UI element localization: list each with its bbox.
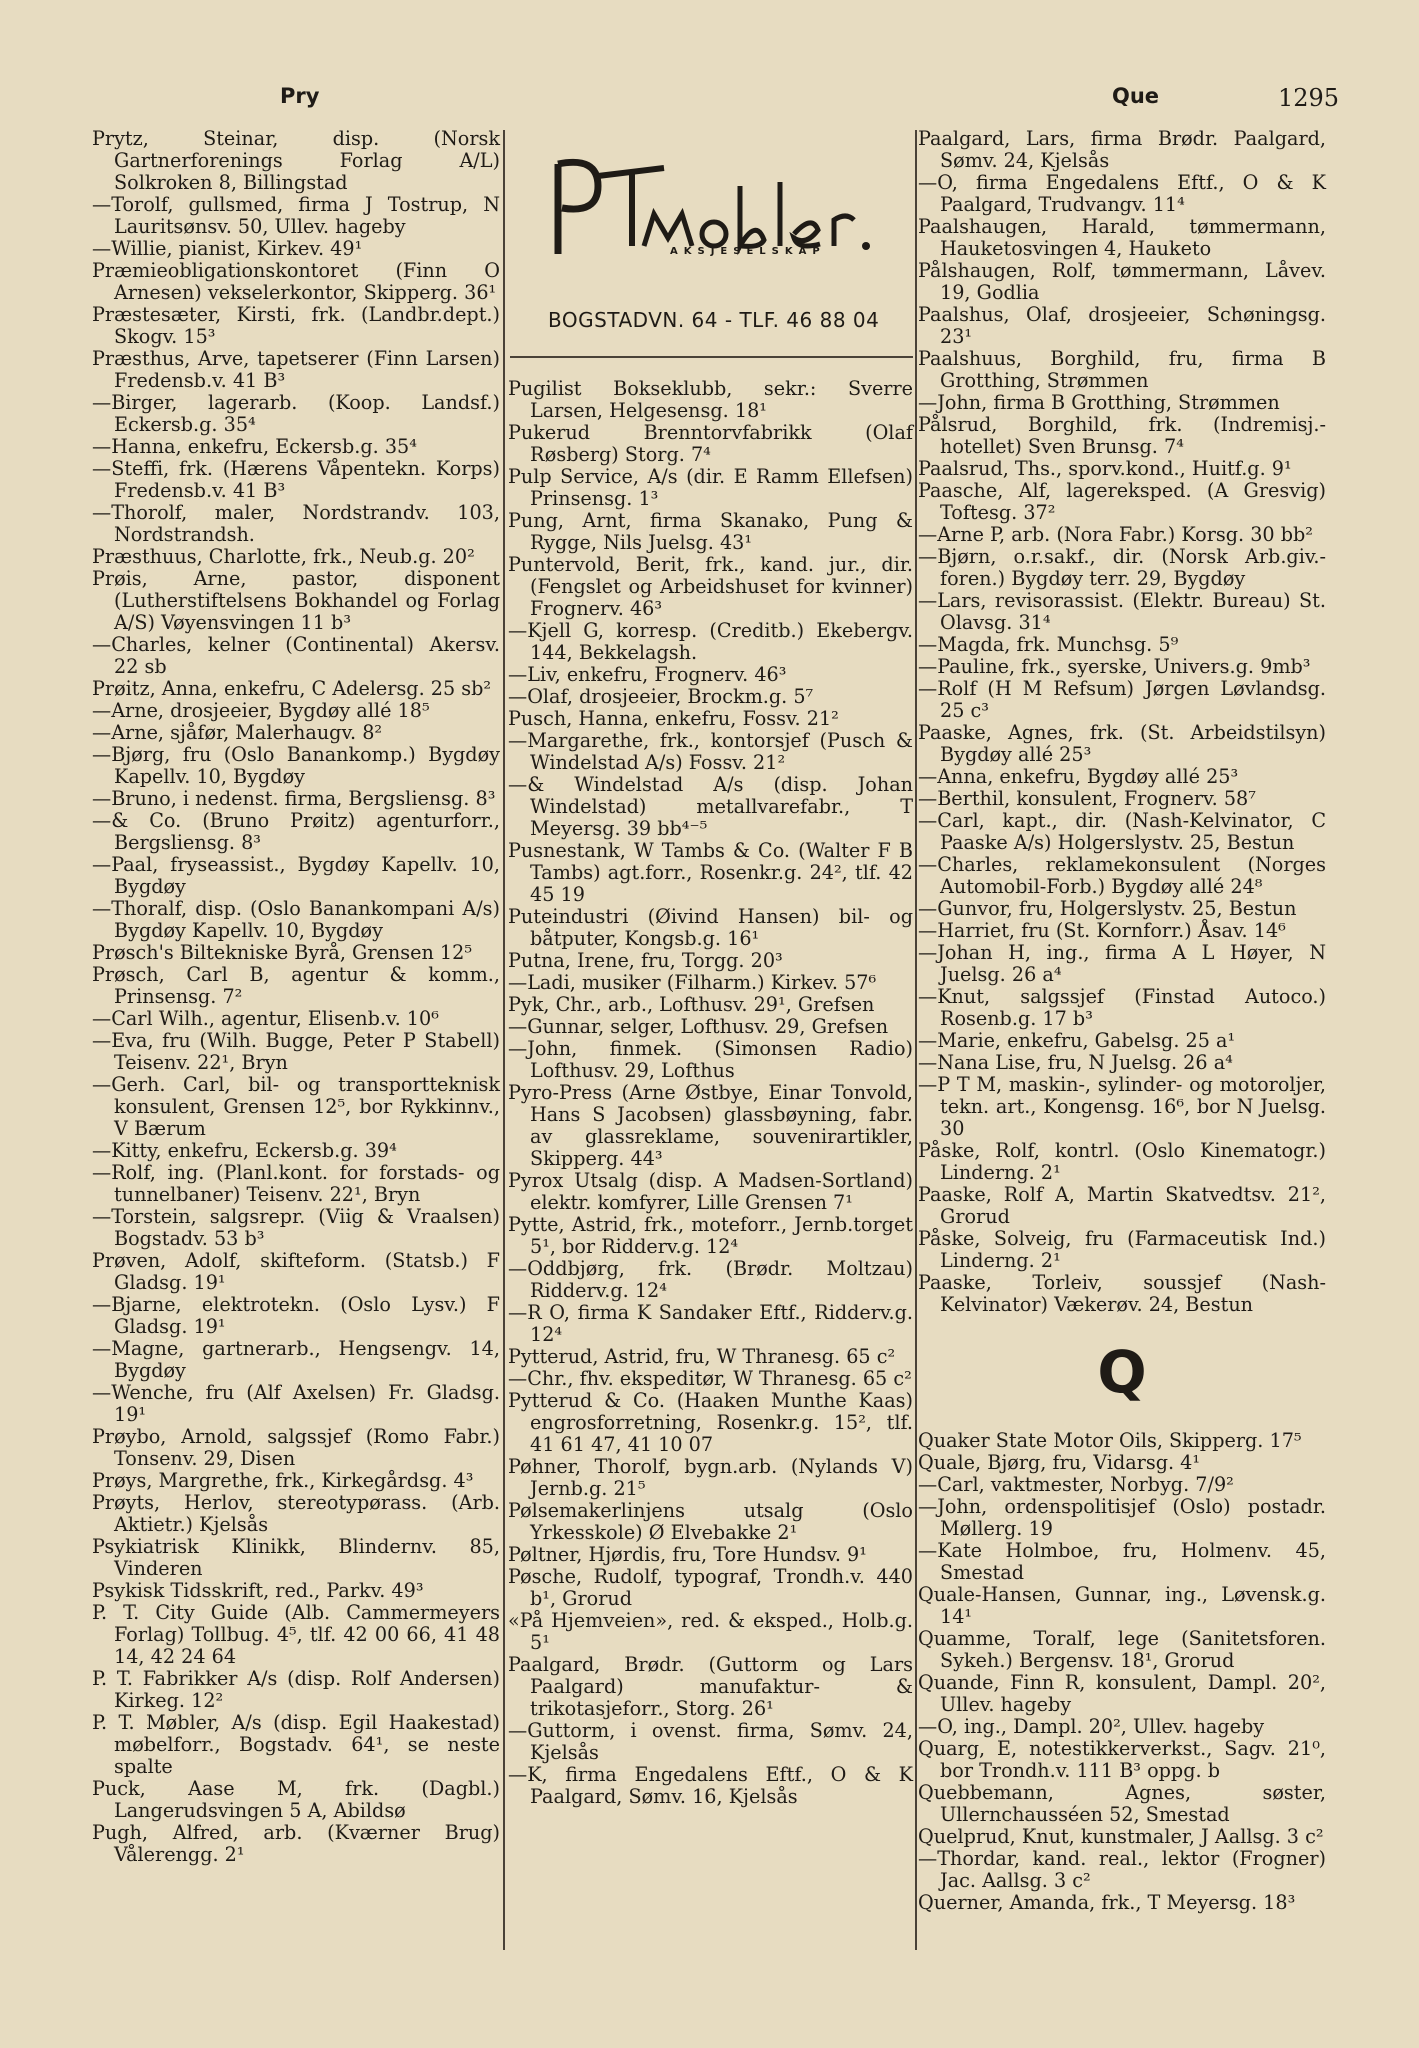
directory-entry: —Carl, kapt., dir. (Nash-Kelvinator, C Paaske A/s) Holgerslystv. 25, Bestun: [918, 809, 1326, 854]
directory-entry: Quelprud, Knut, kunstmaler, J Aallsg. 3 c²: [918, 1825, 1324, 1848]
directory-entry: —Ladi, musiker (Filharm.) Kirkev. 57⁶: [508, 971, 877, 994]
directory-entry: —Arne, drosjeeier, Bygdøy allé 18⁵: [92, 699, 430, 722]
middle-column: [508, 378, 913, 1808]
directory-entry: —Liv, enkefru, Frognerv. 46³: [508, 663, 787, 686]
directory-entry: —& Co. (Bruno Prøitz) agenturforr., Bergsliensg. 8³: [92, 809, 500, 854]
directory-entry: P. T. Møbler, A/s (disp. Egil Haakestad) møbelforr., Bogstadv. 64¹, se neste spalte: [92, 1711, 500, 1778]
directory-entry: —Hanna, enkefru, Eckersb.g. 35⁴: [92, 435, 417, 458]
section-letter-q: Q: [1097, 1338, 1147, 1406]
directory-entry: —Anna, enkefru, Bygdøy allé 25³: [918, 765, 1239, 788]
directory-entry: Pugh, Alfred, arb. (Kværner Brug) Vålerengg. 2¹: [92, 1821, 500, 1866]
directory-entry: Prøybo, Arnold, salgssjef (Romo Fabr.) Tonsenv. 29, Disen: [92, 1425, 500, 1470]
directory-entry: —O, ing., Dampl. 20², Ullev. hageby: [918, 1715, 1265, 1738]
directory-entry: Quamme, Toralf, lege (Sanitetsforen. Sykeh.) Bergensv. 18¹, Grorud: [918, 1627, 1326, 1672]
directory-entry: —Thorolf, maler, Nordstrandv. 103, Nordstrandsh.: [92, 501, 500, 546]
directory-entry: P. T. City Guide (Alb. Cammermeyers Forlag) Tollbug. 4⁵, tlf. 42 00 66, 41 48 14, 42 24 64: [92, 1601, 500, 1668]
directory-entry: Quande, Finn R, konsulent, Dampl. 20², Ullev. hageby: [918, 1671, 1326, 1716]
directory-entry: —Lars, revisorassist. (Elektr. Bureau) St. Olavsg. 31⁴: [918, 589, 1326, 634]
ad-subtitle: AKSJESELSKAP: [670, 246, 826, 257]
directory-entry: Quaker State Motor Oils, Skipperg. 17⁵: [918, 1429, 1302, 1452]
directory-entry: —Bjørg, fru (Oslo Banankomp.) Bygdøy Kapellv. 10, Bygdøy: [92, 743, 500, 788]
left-column: [92, 128, 500, 1866]
directory-entry: —Arne P, arb. (Nora Fabr.) Korsg. 30 bb²: [918, 523, 1313, 546]
directory-entry: Paalshus, Olaf, drosjeeier, Schøningsg. 23¹: [918, 303, 1326, 348]
directory-entry: Præstesæter, Kirsti, frk. (Landbr.dept.) Skogv. 15³: [92, 303, 500, 348]
directory-entry: Prøsch, Carl B, agentur & komm., Prinsensg. 7²: [92, 963, 500, 1008]
directory-entry: Pung, Arnt, firma Skanako, Pung & Rygge, Nils Juelsg. 43¹: [508, 509, 913, 554]
directory-entry: —Bruno, i nedenst. firma, Bergsliensg. 8³: [92, 787, 496, 810]
directory-entry: —Charles, reklamekonsulent (Norges Automobil-Forb.) Bygdøy allé 24⁸: [918, 853, 1326, 898]
right-column-q-entries: [918, 1430, 1326, 1914]
directory-entry: Paaske, Torleiv, soussjef (Nash-Kelvinator) Vækerøv. 24, Bestun: [918, 1271, 1326, 1316]
directory-entry: —Magne, gartnerarb., Hengsengv. 14, Bygdøy: [92, 1337, 500, 1382]
directory-entry: —Harriet, fru (St. Kornforr.) Åsav. 14⁶: [918, 919, 1286, 942]
directory-entry: Quarg, E, notestikkerverkst., Sagv. 21⁰, bor Trondh.v. 111 B³ oppg. b: [918, 1737, 1326, 1782]
directory-entry: Pøltner, Hjørdis, fru, Tore Hundsv. 9¹: [508, 1543, 867, 1566]
directory-entry: Prøven, Adolf, skifteform. (Statsb.) F Gladsg. 19¹: [92, 1249, 500, 1294]
directory-entry: Pusch, Hanna, enkefru, Fossv. 21²: [508, 707, 839, 730]
directory-entry: —Bjørn, o.r.sakf., dir. (Norsk Arb.giv.-foren.) Bygdøy terr. 29, Bygdøy: [918, 545, 1326, 590]
directory-entry: —Paal, fryseassist., Bygdøy Kapellv. 10, Bygdøy: [92, 853, 500, 898]
directory-entry: Paalshuus, Borghild, fru, firma B Grotthing, Strømmen: [918, 347, 1326, 392]
directory-entry: —R O, firma K Sandaker Eftf., Ridderv.g. 12⁴: [508, 1301, 913, 1346]
directory-entry: Pyro-Press (Arne Østbye, Einar Tonvold, Hans S Jacobsen) glassbøyning, fabr. av glassreklame, souvenirartikler, Skipperg. 44³: [508, 1081, 913, 1170]
directory-entry: Paalgard, Brødr. (Guttorm og Lars Paalgard) manufaktur- & trikotasjeforr., Storg. 26¹: [508, 1653, 913, 1720]
directory-entry: —Olaf, drosjeeier, Brockm.g. 5⁷: [508, 685, 814, 708]
directory-entry: —Charles, kelner (Continental) Akersv. 22 sb: [92, 633, 500, 678]
directory-entry: Påske, Rolf, kontrl. (Oslo Kinematogr.) Linderng. 2¹: [918, 1139, 1326, 1184]
directory-entry: Puntervold, Berit, frk., kand. jur., dir. (Fengslet og Arbeidshuset for kvinner) Frognerv. 46³: [508, 553, 913, 620]
directory-entry: P. T. Fabrikker A/s (disp. Rolf Andersen) Kirkeg. 12²: [92, 1667, 500, 1712]
directory-entry: Pytte, Astrid, frk., moteforr., Jernb.torget 5¹, bor Ridderv.g. 12⁴: [508, 1213, 913, 1258]
page-number: 1295: [1278, 84, 1340, 112]
directory-entry: Puck, Aase M, frk. (Dagbl.) Langerudsvingen 5 A, Abildsø: [92, 1777, 500, 1822]
directory-entry: —Willie, pianist, Kirkev. 49¹: [92, 237, 363, 260]
directory-entry: Pøhner, Thorolf, bygn.arb. (Nylands V) Jernb.g. 21⁵: [508, 1455, 913, 1500]
directory-entry: —Chr., fhv. ekspeditør, W Thranesg. 65 c²: [508, 1367, 912, 1390]
directory-entry: Psykiatrisk Klinikk, Blindernv. 85, Vinderen: [92, 1535, 500, 1580]
directory-entry: —Marie, enkefru, Gabelsg. 25 a¹: [918, 1029, 1236, 1052]
directory-entry: «På Hjemveien», red. & eksped., Holb.g. 5¹: [508, 1609, 913, 1654]
directory-entry: —John, finmek. (Simonsen Radio) Lofthusv. 29, Lofthus: [508, 1037, 913, 1082]
directory-entry: —Gunvor, fru, Holgerslystv. 25, Bestun: [918, 897, 1297, 920]
directory-entry: —Carl Wilh., agentur, Elisenb.v. 10⁶: [92, 1007, 439, 1030]
directory-entry: Pyrox Utsalg (disp. A Madsen-Sortland) elektr. komfyrer, Lille Grensen 7¹: [508, 1169, 913, 1214]
directory-entry: —Knut, salgssjef (Finstad Autoco.) Rosenb.g. 17 b³: [918, 985, 1326, 1030]
directory-entry: —John, firma B Grotthing, Strømmen: [918, 391, 1280, 414]
directory-entry: —Nana Lise, fru, N Juelsg. 26 a⁴: [918, 1051, 1233, 1074]
directory-entry: Putna, Irene, fru, Torgg. 20³: [508, 949, 783, 972]
directory-entry: —Thoralf, disp. (Oslo Banankompani A/s) Bygdøy Kapellv. 10, Bygdøy: [92, 897, 500, 942]
directory-entry: Prøsch's Biltekniske Byrå, Grensen 12⁵: [92, 941, 473, 964]
directory-entry: Paalsrud, Ths., sporv.kond., Huitf.g. 9¹: [918, 457, 1292, 480]
directory-entry: —Johan H, ing., firma A L Høyer, N Juelsg. 26 a⁴: [918, 941, 1326, 986]
directory-entry: —Magda, frk. Munchsg. 5⁹: [918, 633, 1179, 656]
directory-entry: —Steffi, frk. (Hærens Våpentekn. Korps) Fredensb.v. 41 B³: [92, 457, 500, 502]
directory-entry: —Kjell G, korresp. (Creditb.) Ekebergv. 144, Bekkelagsh.: [508, 619, 913, 664]
directory-entry: Pøsche, Rudolf, typograf, Trondh.v. 440 b¹, Grorud: [508, 1565, 913, 1610]
directory-entry: —Torolf, gullsmed, firma J Tostrup, N Lauritsønsv. 50, Ullev. hageby: [92, 193, 500, 238]
directory-entry: Præsthuus, Charlotte, frk., Neub.g. 20²: [92, 545, 475, 568]
directory-entry: Pyk, Chr., arb., Lofthusv. 29¹, Grefsen: [508, 993, 875, 1016]
directory-entry: Pytterud, Astrid, fru, W Thranesg. 65 c²: [508, 1345, 896, 1368]
directory-entry: Pukerud Brenntorvfabrikk (Olaf Røsberg) Storg. 7⁴: [508, 421, 913, 466]
directory-entry: —Pauline, frk., syerske, Univers.g. 9mb³: [918, 655, 1311, 678]
right-guide-word: Que: [1112, 84, 1160, 108]
directory-entry: —John, ordenspolitisjef (Oslo) postadr. Møllerg. 19: [918, 1495, 1326, 1540]
directory-entry: Quale, Bjørg, fru, Vidarsg. 4¹: [918, 1451, 1201, 1474]
directory-entry: —Torstein, salgsrepr. (Viig & Vraalsen) Bogstadv. 53 b³: [92, 1205, 500, 1250]
directory-entry: Prytz, Steinar, disp. (Norsk Gartnerforenings Forlag A/L) Solkroken 8, Billingstad: [92, 127, 500, 194]
directory-entry: Pølsemakerlinjens utsalg (Oslo Yrkesskole) Ø Elvebakke 2¹: [508, 1499, 913, 1544]
directory-entry: Querner, Amanda, frk., T Meyersg. 18³: [918, 1891, 1296, 1914]
directory-entry: Pålsrud, Borghild, frk. (Indremisj.-hotellet) Sven Brunsg. 7⁴: [918, 413, 1326, 458]
directory-entry: —Berthil, konsulent, Frognerv. 58⁷: [918, 787, 1256, 810]
directory-entry: Pytterud & Co. (Haaken Munthe Kaas) engrosforretning, Rosenkr.g. 15², tlf. 41 61 47, 41 10 07: [508, 1389, 913, 1456]
directory-entry: Præsthus, Arve, tapetserer (Finn Larsen) Fredensb.v. 41 B³: [92, 347, 500, 392]
directory-entry: Paaske, Agnes, frk. (St. Arbeidstilsyn) Bygdøy allé 25³: [918, 721, 1326, 766]
directory-entry: —Bjarne, elektrotekn. (Oslo Lysv.) F Gladsg. 19¹: [92, 1293, 500, 1338]
directory-entry: Pugilist Bokseklubb, sekr.: Sverre Larsen, Helgesensg. 18¹: [508, 377, 913, 422]
directory-entry: —O, firma Engedalens Eftf., O & K Paalgard, Trudvangv. 11⁴: [918, 171, 1326, 216]
directory-entry: —Oddbjørg, frk. (Brødr. Moltzau) Ridderv.g. 12⁴: [508, 1257, 913, 1302]
directory-entry: —& Windelstad A/s (disp. Johan Windelstad) metallvarefabr., T Meyersg. 39 bb⁴⁻⁵: [508, 773, 913, 840]
directory-entry: Præmieobligationskontoret (Finn O Arnesen) vekselerkontor, Skipperg. 36¹: [92, 259, 500, 304]
directory-entry: Quale-Hansen, Gunnar, ing., Løvensk.g. 14¹: [918, 1583, 1326, 1628]
directory-entry: Pålshaugen, Rolf, tømmermann, Låvev. 19, Godlia: [918, 259, 1326, 304]
directory-entry: —Kitty, enkefru, Eckersb.g. 39⁴: [92, 1139, 397, 1162]
pt-mobler-advertisement: [510, 138, 913, 358]
directory-entry: —Birger, lagerarb. (Koop. Landsf.) Eckersb.g. 35⁴: [92, 391, 500, 436]
right-column-p-entries: [918, 128, 1326, 1316]
directory-entry: Quebbemann, Agnes, søster, Ullernchausséen 52, Smestad: [918, 1781, 1326, 1826]
directory-entry: Pusnestank, W Tambs & Co. (Walter F B Tambs) agt.forr., Rosenkr.g. 24², tlf. 42 45 19: [508, 839, 913, 906]
right-column: [918, 128, 1326, 1914]
directory-entry: Prøys, Margrethe, frk., Kirkegårdsg. 4³: [92, 1469, 474, 1492]
directory-entry: Puteindustri (Øivind Hansen) bil- og båtputer, Kongsb.g. 16¹: [508, 905, 913, 950]
directory-entry: —Rolf, ing. (Planl.kont. for forstads- og tunnelbaner) Teisenv. 22¹, Bryn: [92, 1161, 500, 1206]
directory-entry: —Gerh. Carl, bil- og transportteknisk konsulent, Grensen 12⁵, bor Rykkinnv., V Bærum: [92, 1073, 500, 1140]
directory-entry: —Rolf (H M Refsum) Jørgen Løvlandsg. 25 c³: [918, 677, 1326, 722]
left-guide-word: Pry: [280, 84, 320, 108]
directory-entry: —Arne, sjåfør, Malerhaugv. 8²: [92, 721, 383, 744]
directory-entry: Prøis, Arne, pastor, disponent (Lutherstiftelsens Bokhandel og Forlag A/S) Vøyensvingen 11 b³: [92, 567, 500, 634]
directory-entry: —Eva, fru (Wilh. Bugge, Peter P Stabell) Teisenv. 22¹, Bryn: [92, 1029, 500, 1074]
directory-entry: Pulp Service, A/s (dir. E Ramm Ellefsen) Prinsensg. 1³: [508, 465, 913, 510]
directory-entry: —Carl, vaktmester, Norbyg. 7/9²: [918, 1473, 1234, 1496]
column-divider-right: [915, 130, 917, 1950]
directory-entry: Prøyts, Herlov, stereotypørass. (Arb. Aktietr.) Kjelsås: [92, 1491, 500, 1536]
directory-entry: Paasche, Alf, lagereksped. (A Gresvig) Toftesg. 37²: [918, 479, 1326, 524]
directory-entry: Paalshaugen, Harald, tømmermann, Hauketosvingen 4, Hauketo: [918, 215, 1326, 260]
directory-entry: —P T M, maskin-, sylinder- og motoroljer, tekn. art., Kongensg. 16⁶, bor N Juelsg. 30: [918, 1073, 1326, 1140]
directory-entry: Paaske, Rolf A, Martin Skatvedtsv. 21², Grorud: [918, 1183, 1326, 1228]
directory-entry: —Wenche, fru (Alf Axelsen) Fr. Gladsg. 19¹: [92, 1381, 500, 1426]
directory-entry: Prøitz, Anna, enkefru, C Adelersg. 25 sb²: [92, 677, 492, 700]
directory-entry: —Kate Holmboe, fru, Holmenv. 45, Smestad: [918, 1539, 1326, 1584]
directory-entry: Paalgard, Lars, firma Brødr. Paalgard, Sømv. 24, Kjelsås: [918, 127, 1326, 172]
directory-entry: Psykisk Tidsskrift, red., Parkv. 49³: [92, 1579, 424, 1602]
directory-entry: —K, firma Engedalens Eftf., O & K Paalgard, Sømv. 16, Kjelsås: [508, 1763, 913, 1808]
directory-entry: —Gunnar, selger, Lofthusv. 29, Grefsen: [508, 1015, 889, 1038]
ad-address: BOGSTADVN. 64 - TLF. 46 88 04: [548, 308, 880, 332]
directory-entry: —Thordar, kand. real., lektor (Frogner) Jac. Aallsg. 3 c²: [918, 1847, 1326, 1892]
directory-entry: —Margarethe, frk., kontorsjef (Pusch & Windelstad A/s) Fossv. 21²: [508, 729, 913, 774]
column-divider-left: [503, 130, 505, 1950]
directory-entry: —Guttorm, i ovenst. firma, Sømv. 24, Kjelsås: [508, 1719, 913, 1764]
directory-entry: Påske, Solveig, fru (Farmaceutisk Ind.) Linderng. 2¹: [918, 1227, 1326, 1272]
